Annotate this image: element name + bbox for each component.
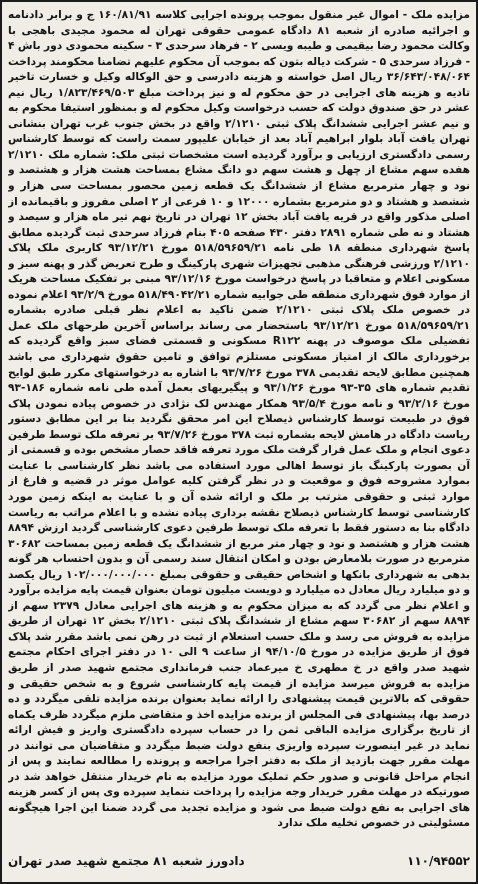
signature-line: دادورز شعبه ۸۱ مجتمع شهید صدر تهران [8,854,245,868]
notice-footer [8,853,470,869]
notice-body-text: مزایده ملک - اموال غیر منقول بموجب پرونده اجرایی کلاسه ۱۶۰/۸۱/۹۱ ج و برابر دادنامه و اجرائیه صادره از شعبه ۸۱ دادگاه عمومی حقوقی تهران له محمود مجیدی باهجی با وکالت محمود رضا بیقیمی و طیبه ویسی ۲ - فرهاد سرحدی ۳ - سکینه محمودی دور باش ۴ - فرزاد سرحدی ۵ - شرکت دیاله بتون که بموجب آن محکوم علیهم تضامنا محکومند پرداخت ۳۶/۶۴۳/۰۴۸/۰۶۴ ریال اصل خواسته و هزینه دادرسی و حق الوکاله وکیل و خسارت تاخیر تادیه و هزینه های اجرایی در حق محکوم له و نیز پرداخت مبلغ ۱/۸۲۳/۴۶۹/۵۰۳ ریال نیم عشر در حق صندوق دولت که حسب درخواست وکیل محکوم له و بمنظور استیفا محکوم به و نیم عشر اجرایی ششدانگ پلاک ثبتی ۲/۱۲۱۰ واقع در بخش جنوب غرب تهران بنشانی تهران یافت آباد بلوار ابراهیم آباد بعد از خیابان علیپور سمت راست که توسط کارشناس رسمی دادگستری ارزیابی و برآورد گردیده است مشخصات ثبتی ملک: شماره ملک ۲/۱۲۱۰ هفده سهم مشاع از چهل و هشت سهم دو دانگ مشاع بمساحت هشت هزار و هشتصد و نود و چهار مترمربع مشاع از ششدانگ یک قطعه زمین محصور بمساحت سی هزار و ششصد و هشتاد و دو مترمربع بشماره ۱۲۰۰۰ و ۱۰ فرعی از ۲ اصلی مفروز و باقیمانده از اصلی مذکور واقع در قریه یافت آباد بخش ۱۲ تهران در تاریخ نهم تیر ماه هزار و سیصد و هشتاد و نه طی شماره ۲۸۹۱ دفتر ۴۳۰ صفحه ۴۰۵ بنام فرزاد سرحدی ثبت گردیده مطابق پاسخ شهرداری منطقه ۱۸ طی نامه ۵۱۸/۵۹۶۵۹/۲۱ مورخ ۹۳/۱۲/۲۱ کاربری ملک پلاک ۲/۱۲۱۰ ورزشی فرهنگی مذهبی تجهیزات شهری پارکینگ و طرح تعریض گذر و پهنه سبز و مسکونی اعلام و متعاقبا در پاسخ درخواست مورخ ۹۳/۱۲/۱۶ مبنی بر تفکیک مساحت هریک از موارد فوق شهرداری منطقه طی جوابیه شماره ۵۱۸/۴۹۰۴۲/۲۱ مورخ ۹۳/۲/۹ اعلام نموده در خصوص ملک پلاک ثبتی ۲/۱۲۱۰ ضمن تاکید به اعلام نظر قبلی صادره بشماره ۵۱۸/۵۹۶۵۹/۲۱ مورخ ۹۳/۱۲/۲۱ باستحضار می رساند براساس آخرین طرحهای ملک عمل تفضیلی ملک موصوف در پهنه R۱۲۲ مسکونی و قسمتی فضای سبز واقع گردیده که برخورداری مالک از امتیاز مسکونی مستلزم توافق و تامین حقوق شهرداری می باشد همچنین مطابق لایحه تقدیمی ۳۷۸ مورخ ۹۳/۷/۲۶ با اشاره به درخواستهای مکرر طبق لوایح تقدیم شماره های ۳۵-۹۳ مورخ ۹۳/۱/۲۶ و پیگیریهای بعمل آمده طی نامه شماره ۱۸۶-۹۳ مورخ ۹۳/۲/۱۶ و نامه مورخ ۹۳/۵/۴ همکار مهندس لک نژادی در خصوص پیاده نمودن پلاک فوق در طبیعت توسط کارشناس ذیصلاح این امر محقق نگردید بنا بر این مطابق دستور ریاست دادگاه در هامش لایحه بشماره ثبت ۳۷۸ مورخ ۹۳/۷/۲۶ بر تعرفه ملک توسط طرفین دعوی انجام و ملک عمل قرار گرفت ملک مورد تعرفه فاقد حصار مشخص بوده و قسمتی از آن بصورت پارکینگ باز توسط اهالی مورد استفاده می باشد نظر کارشناسی با عنایت بموارد مشروحه فوق و موقعیت و در نظر گرفتن کلیه عوامل موثر در قضیه و فارغ از موارد ثبتی و حقوقی مترتب بر ملک و ارائه شده آن و با عنایت به اینکه زمین مورد کارشناسی توسط کارشناس ذیصلاح نقشه برداری پیاده نشده و با اعلام مراتب به ریاست دادگاه بنا به دستور فقط با تعرفه ملک توسط طرفین دعوی کارشناسی گردید ارزش ۸۸۹۴ هشت هزار و هشتصد و نود و چهار متر مربع از ششدانگ یک قطعه زمین بمساحت ۳۰۶۸۲ مترمربع در صورت بلامعارض بودن و امکان انتقال سند رسمی آن و بدون احتساب هر گونه بدهی به شهرداری بانکها و اشخاص حقیقی و حقوقی بمبلغ ۱۰۲/۰۰۰/۰۰۰/۰۰۰ ریال یکصد و دو میلیارد ریال معادل ده میلیارد و دویست میلیون تومان بعنوان قیمت پایه مزایده برآورد و اعلام نظر می گردد که به میزان محکوم به و هزینه های اجرایی معادل ۲۳۷۹ سهم از ۸۸۹۴ سهم از ۳۰۶۸۲ سهم مشاع از ششدانگ پلاک ثبتی ۲/۱۲۱۰ بخش ۱۲ تهران از طریق مزایده به فروش می رسد و ملک حسب استعلام از ثبت در رهن نمی باشد مقرر شد پلاک فوق از طریق مزایده در مورخ ۹۴/۱۰/۵ از ساعت ۹ الی ۱۰ در دفتر اجرای احکام مجتمع شهید صدر واقع در خ مطهری خ میرعماد جنب فرمانداری مجتمع شهید صدر از طریق مزایده به فروش میرسد مزایده از قیمت پایه کارشناسی شروع و به شخص حقیقی و حقوقی که بالاترین قیمت پیشنهادی را ارائه نماید بعنوان برنده مزایده تلقی میگردد و ده درصد بها، پیشنهادی فی المجلس از برنده مزایده اخذ و متقاضی ملزم میگردد ظرف یکماه از تاریخ برگزاری مزایده الباقی ثمن را در حساب سپرده دادگستری واریز و فیش ارائه نماید در غیر اینصورت سپرده واریزی بنفع دولت ضبط میگردد و متقاضیان می توانند در مهلت مقرر جهت بازدید از ملک به دفتر اجرا مراجعه و پرونده را مطالعه نمایند و پس از انجام مراحل قانونی و صدور حکم تملیک مورد مزایده به نام خریدار منتقل خواهد شد در صورتیکه در مهلت مقرر خریدار وجه مزایده را پرداخت ننماید سپرده وی پس از کسر هزینه های اجرایی به نفع دولت ضبط می شود و مزایده تجدید می گردد ضمنا این اجرا هیچگونه مسئولیتی در خصوص تخلیه ملک ندارد [8,8,470,830]
reference-number: ۱۱۰/۹۴۵۵۲ [407,854,470,868]
